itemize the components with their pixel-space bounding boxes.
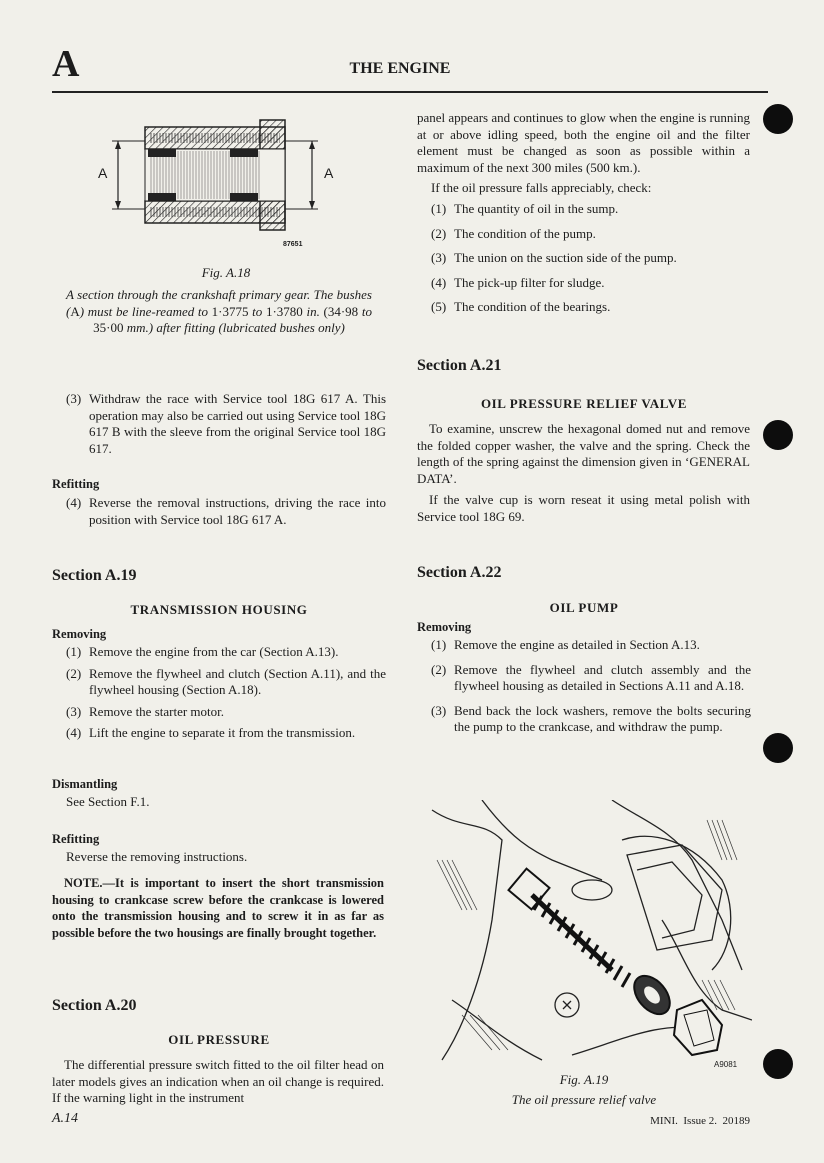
figure-caption: Fig. A.18 — [201, 265, 251, 280]
figure-description-run: 35·00 — [93, 320, 124, 335]
figure-description-run: in. — [302, 303, 324, 319]
list-item: (2) Remove the flywheel and clutch (Section A.11), and the flywheel housing (Section A.18). — [66, 665, 386, 697]
list-item: (1) Remove the engine as detailed in Section A.13. — [431, 637, 700, 652]
removal-steps — [66, 644, 386, 742]
check-list — [431, 201, 751, 316]
figure-description-run: to — [248, 303, 266, 319]
section-heading: Section A.21 — [417, 357, 502, 374]
section-heading: Section A.20 — [52, 997, 137, 1014]
removing-label: Removing — [417, 620, 472, 634]
refitting-label: Refitting — [52, 477, 100, 491]
check-intro: If the oil pressure falls appreciably, check: — [431, 180, 652, 195]
list-item: (2) The condition of the pump. — [431, 225, 596, 241]
page-number: A.14 — [52, 1111, 79, 1126]
list-item: (4) The pick-up filter for sludge. — [431, 274, 605, 290]
bush-section-drawing — [90, 115, 350, 255]
list-item: (3) The union on the suction side of the pump. — [431, 250, 677, 265]
header-rule — [52, 91, 768, 93]
issue-info: MINI. Issue 2. 20189 — [650, 1115, 750, 1127]
refitting-text: Reverse the removing instructions. — [66, 849, 248, 864]
figure-description-run: (34·98 — [323, 303, 359, 319]
refitting-label: Refitting — [52, 832, 100, 846]
figure-description-run: mm.) after fitting (lubricated bushes only) — [123, 320, 345, 335]
dismantling-text: See Section F.1. — [66, 794, 150, 809]
page-title: THE ENGINE — [349, 60, 451, 77]
binder-hole-4 — [763, 1049, 793, 1079]
list-item: (1) The quantity of oil in the sump. — [431, 201, 619, 216]
binder-hole-2 — [763, 420, 793, 450]
relief-valve-illustration — [422, 800, 752, 1070]
section-heading: Section A.22 — [417, 564, 502, 581]
list-item: (2) Remove the flywheel and clutch assembly and the flywheel housing as detailed in Sections A.11 and A.18. — [431, 661, 751, 693]
fig-a19 — [422, 800, 752, 1070]
dimension-label-right: A — [324, 165, 334, 181]
list-item: (1) Remove the engine from the car (Section A.13). — [66, 644, 339, 659]
removing-label: Removing — [52, 627, 107, 641]
figure-code: A9081 — [714, 1060, 738, 1069]
figure-description: The oil pressure relief valve — [511, 1092, 657, 1107]
figure-description-run: A section through the crankshaft primary gear. The bushes ( — [66, 287, 372, 319]
dimension-label-left: A — [98, 165, 108, 181]
removal-steps — [431, 637, 751, 736]
section-subtitle: OIL PRESSURE RELIEF VALVE — [480, 396, 688, 411]
figure-description-run: A — [70, 303, 80, 319]
fig-a18 — [90, 115, 350, 255]
list-item: (5) The condition of the bearings. — [431, 299, 611, 314]
section-letter: A — [52, 43, 80, 85]
figure-description-run: to — [358, 303, 372, 319]
binder-hole-1 — [763, 104, 793, 134]
list-item: (4) Lift the engine to separate it from the transmission. — [66, 725, 356, 740]
figure-caption: Fig. A.19 — [559, 1072, 609, 1087]
oil-pressure-paragraph: The differential pressure switch fitted to the oil filter head on later models gives an indication when an oil change is required. If the warning light in the instrument — [52, 1057, 384, 1105]
binder-hole-3 — [763, 733, 793, 763]
section-heading: Section A.19 — [52, 567, 137, 584]
figure-description-run: 1·3775 — [211, 303, 249, 319]
figure-description-run: ) must be line-reamed to — [79, 303, 212, 319]
dismantling-label: Dismantling — [52, 777, 118, 791]
relief-valve-paragraph: If the valve cup is worn reseat it using metal polish with Service tool 18G 69. — [417, 492, 750, 524]
section-subtitle: OIL PRESSURE — [168, 1032, 270, 1047]
relief-valve-paragraph: To examine, unscrew the hexagonal domed nut and remove the folded copper washer, the valve and the spring. Check the length of the spring against the dimension given in ‘GENERAL DATA’. — [417, 421, 750, 486]
figure-code: 87651 — [283, 241, 303, 248]
note-paragraph: NOTE.—It is important to insert the short transmission housing to crankcase screw before the crankcase is lowered onto the transmission housing and to screw it in as far as possible before the two housings are finally brought together. — [52, 876, 384, 940]
figure-description-run: 1·3780 — [265, 303, 303, 319]
list-item: (3) Bend back the lock washers, remove the bolts securing the pump to the crankcase, and withdraw the pump. — [431, 702, 751, 734]
continued-paragraph: panel appears and continues to glow when the engine is running at or above idling speed, both the engine oil and the filter element must be changed as soon as possible within a maximum of the next 300 miles (500 km.). — [417, 110, 750, 175]
list-item: (3) Remove the starter motor. — [66, 703, 225, 719]
section-subtitle: TRANSMISSION HOUSING — [130, 602, 308, 617]
figure-description — [66, 287, 372, 337]
list-item: (3) Withdraw the race with Service tool 18G 617 A. This operation may also be carried out using Service tool 18G 617 B with the sleeve from the original Service tool 18G 617. — [66, 391, 386, 456]
list-item: (4) Reverse the removal instructions, driving the race into position with Service tool 18G 617 A. — [66, 495, 386, 527]
section-subtitle: OIL PUMP — [549, 600, 619, 615]
